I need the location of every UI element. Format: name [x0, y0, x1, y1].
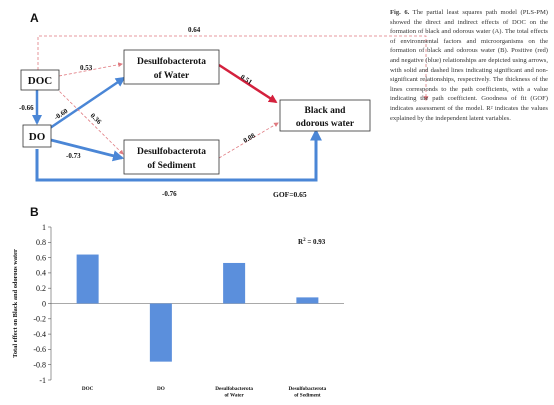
caption-fig-number: Fig. 6. — [390, 9, 410, 16]
panel-b-label: B — [30, 205, 39, 219]
panel-a-label: A — [30, 11, 39, 25]
gof-label: GOF=0.65 — [273, 190, 307, 199]
coef-doc-sediment: 0.36 — [88, 111, 103, 126]
path-do-water — [50, 78, 124, 128]
x-category-label: DO — [156, 386, 165, 392]
caption-text: The partial least squares path model (PLS-PM) showed the direct and indirect effects of DOC on the formation of black and odorous water (A). The total effects of environmental factors and microorganisms on the formation of black and odorous water (B). Positive (red) and negative (blue) relationships are depicted using arrows, with solid and dashed lines indicating significant and non-significant relationships, respectively. The thickness of the lines corresponds to the path coefficients, with a value indicating the path coefficient. Goodness of fit (GOF) indicates assessment of the model. R² indicates the values explained by the independent latent variables. — [390, 9, 549, 122]
bars — [77, 255, 319, 362]
node-doc — [21, 70, 59, 90]
bar — [77, 255, 99, 304]
x-category-label: of Water — [224, 392, 244, 399]
y-tick-label: 0 — [42, 299, 46, 309]
x-category-label: Desulfobacterota — [215, 386, 253, 392]
x-category-label: DOC — [81, 386, 94, 392]
y-tick-label: -0.4 — [33, 329, 46, 339]
y-tick-label: -0.6 — [33, 345, 46, 355]
x-category-label: Desulfobacterota — [288, 386, 327, 392]
y-tick-label: 0.2 — [36, 284, 46, 293]
node-do-label: DO — [28, 131, 46, 143]
y-tick-label: -0.8 — [33, 360, 46, 370]
node-water-line1: Desulfobacterota — [137, 57, 206, 67]
coef-doc-do: -0.66 — [19, 104, 34, 112]
coef-doc-target: 0.64 — [188, 26, 201, 34]
r-squared-label: $R^2 = 0.93$ — [298, 238, 326, 246]
bar — [150, 304, 172, 362]
node-target-line1: Black and — [304, 106, 346, 116]
coef-do-target: -0.76 — [162, 190, 177, 198]
y-tick-label: 0.6 — [36, 253, 46, 263]
x-axis-categories — [82, 386, 327, 399]
node-water — [124, 50, 219, 84]
figure-caption — [390, 8, 548, 123]
path-doc-target — [38, 36, 426, 100]
y-tick-label: 0.4 — [36, 268, 46, 278]
node-doc-label: DOC — [27, 75, 53, 87]
y-tick-label: 0.8 — [36, 238, 46, 248]
coef-do-sediment: -0.73 — [66, 152, 81, 160]
y-axis-label: Total effect on Black and odorous water — [12, 249, 19, 358]
y-tick-label: -1 — [39, 375, 46, 385]
node-target — [280, 100, 370, 131]
coef-do-water: -0.60 — [52, 107, 70, 122]
node-sediment-line1: Desulfobacterota — [137, 147, 206, 157]
x-category-label: of Sediment — [294, 392, 321, 399]
y-tick-label: 1 — [42, 222, 46, 232]
y-tick-label: -0.2 — [33, 314, 46, 324]
y-axis-ticks — [33, 223, 51, 385]
node-do — [23, 125, 51, 147]
bar — [296, 297, 318, 303]
coef-water-target: 0.51 — [238, 72, 254, 87]
node-water-line2: of Water — [153, 71, 190, 81]
node-sediment-line2: of Sediment — [147, 161, 196, 171]
total-effect-bar-chart — [12, 223, 344, 399]
node-target-line2: odorous water — [295, 119, 355, 129]
coef-doc-water: 0.53 — [80, 64, 93, 72]
coef-sediment-target: 0.08 — [241, 131, 257, 145]
node-sediment — [124, 140, 219, 174]
bar — [223, 263, 245, 304]
